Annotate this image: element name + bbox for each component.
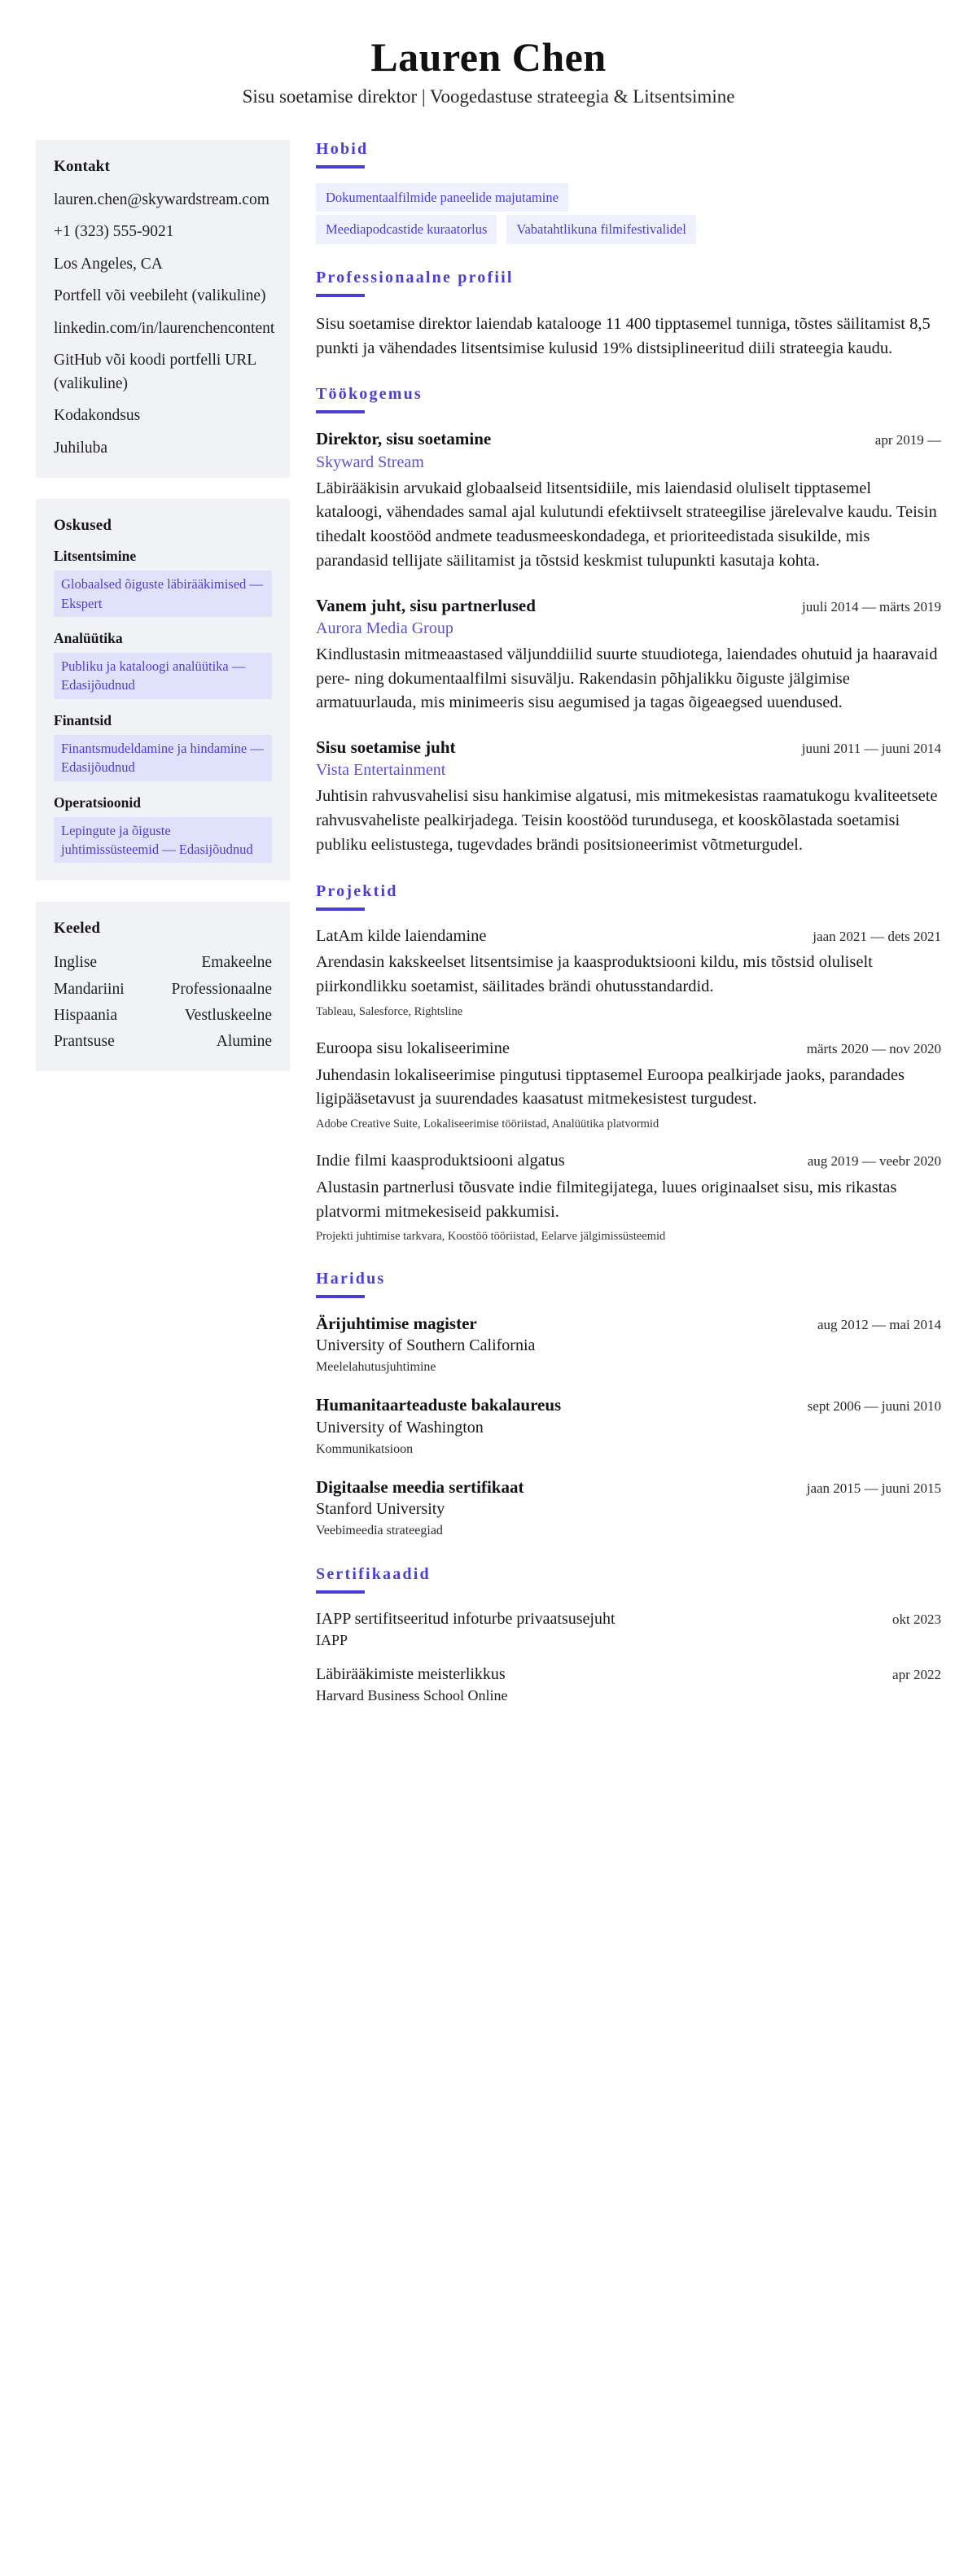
experience-date: juuni 2011 — juuni 2014 — [801, 741, 941, 757]
education-school: University of Southern California — [316, 1336, 536, 1355]
section-certifications — [316, 1565, 941, 1706]
experience-job-title: Direktor, sisu soetamine — [316, 429, 492, 449]
experience-entry — [316, 737, 941, 857]
experience-entry — [316, 595, 941, 715]
certification-issuer: IAPP — [316, 1631, 348, 1648]
section-profile — [316, 269, 941, 361]
project-tech: Adobe Creative Suite, Lokaliseerimise tööriistad, Analüütika platvormid — [316, 1117, 659, 1131]
resume-body — [0, 114, 977, 1763]
experience-date: juuli 2014 — märts 2019 — [802, 598, 941, 614]
certification-name: IAPP sertifitseeritud infoturbe privaatsusejuht — [316, 1609, 616, 1628]
experience-company: Vista Entertainment — [316, 761, 446, 780]
skill-group-label: Analüütika — [54, 629, 123, 646]
project-tech: Projekti juhtimise tarkvara, Koostöö tööriistad, Eelarve jälgimissüsteemid — [316, 1230, 666, 1244]
main-column — [304, 140, 941, 1730]
section-rule — [316, 1590, 365, 1594]
education-entry-header — [316, 1313, 941, 1335]
skill-group — [54, 794, 272, 864]
experience-description: Juhtisin rahvusvahelisi sisu hankimise algatusi, mis mitmekesistas raamatukogu kvaliteetsete rahvusvaheliste pealkirjadega. Teisin koostööd turundusega, et kooskõlastada soetamisi publiku eelistustega, tugevdades brändi positsioneerimist võtmeturgudel. — [316, 787, 938, 854]
section-title-experience: Töökogemus — [316, 385, 423, 404]
experience-entry-header — [316, 737, 941, 759]
project-entry-header — [316, 925, 941, 948]
certification-name: Läbirääkimiste meisterlikkus — [316, 1664, 506, 1683]
project-description: Juhendasin lokaliseerimise pingutusi tipptasemel Euroopa pealkirjade jaoks, parandades ligipääsetavust ja suurendades kaasatust mitmekesistest turgudest. — [316, 1065, 905, 1109]
language-name: Mandariini — [54, 980, 125, 998]
project-title: Euroopa sisu lokaliseerimine — [316, 1039, 510, 1057]
certification-issuer: Harvard Business School Online — [316, 1686, 508, 1703]
language-row — [54, 1030, 272, 1053]
section-rule — [316, 1295, 365, 1298]
section-hobbies — [316, 140, 941, 244]
skill-group-label: Operatsioonid — [54, 794, 141, 811]
education-school: Stanford University — [316, 1500, 445, 1519]
section-title-certifications: Sertifikaadid — [316, 1564, 431, 1583]
experience-company: Skyward Stream — [316, 453, 424, 471]
contact-phone[interactable]: +1 (323) 555-9021 — [54, 223, 174, 241]
project-description: Alustasin partnerlusi tõusvate indie filmitegijatega, luues originaalset sisu, mis rikastas platvormi mitmekesiseid pakkumisi. — [316, 1178, 897, 1221]
education-school: University of Washington — [316, 1418, 484, 1437]
contact-portfolio[interactable]: Portfell või veebileht (valikuline) — [54, 287, 266, 305]
contact-linkedin[interactable]: linkedin.com/in/laurenchencontent — [54, 319, 275, 337]
skill-pill: Lepingute ja õiguste juhtimissüsteemid — Edasijõudnud — [54, 817, 272, 864]
section-rule — [316, 908, 365, 911]
contact-drivers-license: Juhiluba — [54, 439, 108, 457]
education-entry-header — [316, 1476, 941, 1498]
project-title: LatAm kilde laiendamine — [316, 926, 487, 945]
languages-card — [36, 902, 290, 1071]
section-title-projects: Projektid — [316, 881, 398, 900]
candidate-name: Lauren Chen — [370, 34, 607, 80]
education-degree: Humanitaarteaduste bakalaureus — [316, 1395, 562, 1415]
hobby-tag: Meediapodcastide kuraatorlus — [316, 215, 497, 243]
language-row — [54, 1004, 272, 1027]
experience-job-title: Vanem juht, sisu partnerlused — [316, 595, 536, 615]
education-date: jaan 2015 — juuni 2015 — [806, 1480, 941, 1497]
contact-email[interactable]: lauren.chen@skywardstream.com — [54, 190, 269, 208]
education-field: Meelelahutusjuhtimine — [316, 1360, 436, 1375]
resume-header — [0, 0, 977, 114]
skill-group — [54, 630, 272, 699]
contact-title: Kontakt — [54, 157, 110, 175]
skill-pill: Finantsmudeldamine ja hindamine — Edasijõudnud — [54, 735, 272, 781]
hobby-tag: Vabatahtlikuna filmifestivalidel — [506, 215, 695, 243]
certification-entry-header — [316, 1608, 941, 1630]
education-degree: Digitaalse meedia sertifikaat — [316, 1477, 524, 1498]
language-level: Emakeelne — [201, 954, 272, 972]
education-entry — [316, 1476, 941, 1541]
education-date: sept 2006 — juuni 2010 — [807, 1398, 941, 1415]
contact-github[interactable]: GitHub või koodi portfelli URL (valikuline) — [54, 352, 256, 392]
contact-card — [36, 140, 290, 478]
experience-company: Aurora Media Group — [316, 619, 453, 637]
experience-entry-header — [316, 428, 941, 450]
project-entry-header — [316, 1038, 941, 1061]
skill-pill: Globaalsed õiguste läbirääkimised — Ekspert — [54, 571, 272, 617]
section-title-profile: Professionaalne profiil — [316, 268, 514, 286]
experience-description: Läbirääkisin arvukaid globaalseid litsentsidiile, mis laiendasid oluliselt tipptasemel kataloogi, vähendades samal ajal kulutundi efektiivselt strateegilise järelevalve kaudu. Teisin tihedalt koostööd andmete teadusmeeskondadega, et prioriteedistada sisukilde, mis parandasid tellijate säilitamist ja tõstsid keskmist tulupunkti kasutaja kohta. — [316, 479, 937, 570]
project-description: Arendasin kakskeelset litsentsimise ja kaasproduktsiooni kildu, mis tõstsid oluliselt piirkondlikku soetamist, säilitades brändi ohutusstandardid. — [316, 953, 873, 995]
language-name: Prantsuse — [54, 1033, 115, 1051]
section-projects — [316, 882, 941, 1245]
skill-group-label: Finantsid — [54, 711, 112, 728]
languages-title: Keeled — [54, 920, 101, 938]
education-degree: Ärijuhtimise magister — [316, 1313, 477, 1333]
project-date: märts 2020 — nov 2020 — [806, 1040, 941, 1056]
certification-date: apr 2022 — [892, 1666, 941, 1682]
skill-group-label: Litsentsimine — [54, 548, 137, 565]
contact-citizenship: Kodakondsus — [54, 407, 141, 425]
language-name: Hispaania — [54, 1006, 117, 1024]
project-tech: Tableau, Salesforce, Rightsline — [316, 1004, 463, 1018]
project-entry-header — [316, 1150, 941, 1173]
section-title-hobbies: Hobid — [316, 139, 369, 158]
section-title-education: Haridus — [316, 1269, 386, 1288]
certification-date: okt 2023 — [892, 1611, 941, 1627]
skill-group — [54, 712, 272, 781]
project-date: jaan 2021 — dets 2021 — [813, 928, 941, 944]
sidebar — [36, 140, 304, 1093]
education-entry-header — [316, 1394, 941, 1416]
education-entry — [316, 1394, 941, 1459]
skills-card — [36, 499, 290, 881]
project-date: aug 2019 — veebr 2020 — [807, 1153, 941, 1170]
language-row — [54, 977, 272, 1001]
certification-entry — [316, 1608, 941, 1651]
experience-entry — [316, 428, 941, 573]
section-education — [316, 1270, 941, 1541]
section-rule — [316, 294, 365, 297]
certification-entry — [316, 1664, 941, 1706]
education-date: aug 2012 — mai 2014 — [817, 1316, 941, 1332]
section-experience — [316, 385, 941, 857]
skills-title: Oskused — [54, 517, 112, 535]
language-level: Alumine — [216, 1033, 272, 1051]
project-entry — [316, 1038, 941, 1132]
candidate-headline: Sisu soetamise direktor | Voogedastuse strateegia & Litsentsimine — [242, 86, 735, 107]
project-entry — [316, 1150, 941, 1244]
hobby-tag-row — [316, 215, 941, 243]
language-level: Professionaalne — [171, 980, 272, 998]
certification-entry-header — [316, 1664, 941, 1686]
experience-description: Kindlustasin mitmeaastased väljunddiilid suurte stuudiotega, laiendades ohutuid ja haaravaid pere- ning dokumentaalfilmi sisuvälju. Rakendasin põhjalikku õiguste jälgimise armatuurlauda, mis minimeeris sisu aegumised ja tagas õigeaegsed uuendused. — [316, 645, 938, 712]
profile-summary: Sisu soetamise direktor laiendab katalooge 11 400 tipptasemel tunniga, tõstes säilitamist 8,5 punkti ja vähendades litsentsimise kulusid 19% distsiplineeritud diili strateegia kaudu. — [316, 314, 931, 358]
education-field: Veebimeedia strateegiad — [316, 1524, 443, 1538]
language-row — [54, 951, 272, 974]
education-entry — [316, 1313, 941, 1377]
language-level: Vestluskeelne — [184, 1006, 272, 1024]
project-entry — [316, 925, 941, 1020]
education-field: Kommunikatsioon — [316, 1441, 414, 1456]
experience-job-title: Sisu soetamise juht — [316, 737, 456, 758]
skill-group — [54, 548, 272, 617]
skill-pill: Publiku ja kataloogi analüütika — Edasijõudnud — [54, 653, 272, 699]
project-title: Indie filmi kaasproduktsiooni algatus — [316, 1152, 565, 1170]
experience-date: apr 2019 — — [874, 432, 941, 448]
hobby-tag-row — [316, 183, 941, 212]
experience-entry-header — [316, 595, 941, 617]
section-rule — [316, 410, 365, 413]
section-rule — [316, 165, 365, 168]
hobby-tag: Dokumentaalfilmide paneelide majutamine — [316, 183, 568, 212]
contact-location: Los Angeles, CA — [54, 255, 163, 273]
language-name: Inglise — [54, 954, 98, 972]
